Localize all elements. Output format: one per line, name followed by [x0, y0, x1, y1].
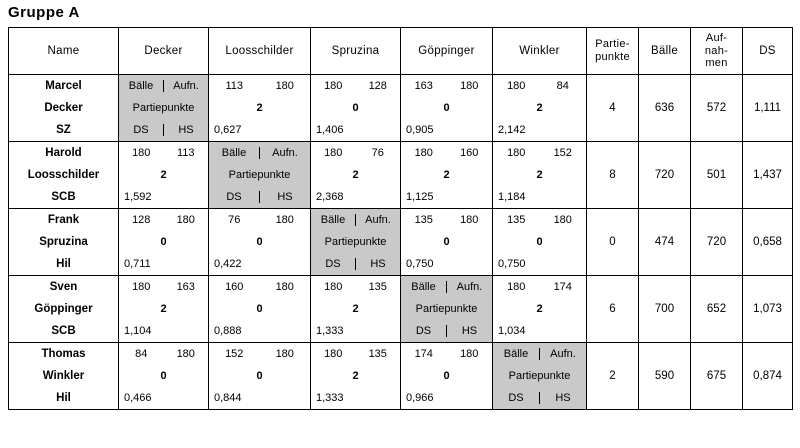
match-cell-ds — [209, 387, 311, 410]
match-cell-ds — [209, 253, 311, 276]
cell-baelle: 135 — [414, 214, 433, 226]
match-cell-partiepunkte — [401, 365, 493, 387]
total-partiepunkte: 4 — [587, 75, 639, 142]
cell-aufnahmen: 180 — [553, 214, 572, 226]
total-aufnahmen: 675 — [691, 343, 743, 410]
cell-ds-value: 0,750 — [406, 258, 434, 270]
match-cell-baelle-aufn — [119, 142, 209, 165]
cell-ds-value: 1,104 — [124, 325, 152, 337]
match-cell-partiepunkte — [209, 298, 311, 320]
cell-ds-value: 1,034 — [498, 325, 526, 337]
header-partiepunkte — [587, 28, 639, 75]
header-partiepunkte-line1: Partie- — [595, 38, 630, 51]
player-lastname: Loosschilder — [9, 164, 119, 186]
table-row — [9, 75, 793, 98]
match-cell-ds — [209, 119, 311, 142]
cell-baelle: 180 — [507, 281, 526, 293]
match-cell-baelle-aufn — [401, 209, 493, 232]
match-cell-partiepunkte — [119, 164, 209, 186]
match-cell-baelle-aufn — [119, 75, 209, 98]
header-aufnahmen-line3: men — [705, 57, 728, 70]
cell-baelle: 180 — [132, 281, 151, 293]
cell-ds-value: 0,750 — [498, 258, 526, 270]
header-opponent-3: Spruzina — [311, 28, 401, 75]
cell-ds-value: 0,711 — [124, 258, 151, 270]
self-label-aufn: Aufn. — [163, 80, 208, 92]
match-cell-baelle-aufn — [493, 75, 587, 98]
match-cell-ds — [493, 387, 587, 410]
match-cell-ds — [209, 186, 311, 209]
match-cell-partiepunkte — [311, 365, 401, 387]
cell-aufnahmen: 135 — [368, 281, 387, 293]
match-cell-partiepunkte — [493, 298, 587, 320]
total-ds: 1,073 — [743, 276, 793, 343]
match-cell-ds — [311, 320, 401, 343]
match-cell-ds — [119, 320, 209, 343]
cell-partiepunkte: 2 — [352, 303, 359, 315]
cell-baelle: 174 — [414, 348, 433, 360]
header-aufnahmen-line2: nah- — [704, 44, 729, 57]
self-label-partiepunkte: Partiepunkte — [324, 236, 387, 248]
match-cell-partiepunkte — [493, 365, 587, 387]
player-club: SCB — [9, 320, 119, 343]
player-club: Hil — [9, 253, 119, 276]
cell-ds-value: 0,966 — [406, 392, 434, 404]
cell-baelle: 128 — [132, 214, 151, 226]
cell-partiepunkte: 0 — [160, 236, 167, 248]
cell-partiepunkte: 0 — [352, 102, 359, 114]
player-lastname: Winkler — [9, 365, 119, 387]
cell-baelle: 135 — [507, 214, 526, 226]
cell-baelle: 180 — [324, 348, 343, 360]
cell-partiepunkte: 0 — [256, 370, 263, 382]
header-name: Name — [9, 28, 119, 75]
cell-partiepunkte: 2 — [352, 169, 359, 181]
cell-baelle: 180 — [507, 147, 526, 159]
table-row — [9, 209, 793, 232]
self-label-baelle: Bälle — [221, 147, 247, 159]
total-ds: 1,111 — [743, 75, 793, 142]
match-cell-ds — [119, 387, 209, 410]
cell-ds-value: 1,406 — [316, 124, 344, 136]
cell-ds-value: 0,627 — [214, 124, 242, 136]
header-opponent-4: Göppinger — [401, 28, 493, 75]
cell-partiepunkte: 2 — [443, 169, 450, 181]
cell-partiepunkte: 0 — [256, 303, 263, 315]
cell-partiepunkte: 0 — [443, 102, 450, 114]
table-header-row — [9, 28, 793, 75]
cell-ds-value: 0,844 — [214, 392, 242, 404]
match-cell-ds — [493, 119, 587, 142]
match-cell-baelle-aufn — [493, 142, 587, 165]
match-cell-partiepunkte — [119, 365, 209, 387]
total-baelle: 590 — [639, 343, 691, 410]
total-partiepunkte: 0 — [587, 209, 639, 276]
cell-aufnahmen: 180 — [275, 281, 294, 293]
player-firstname: Harold — [9, 142, 119, 165]
match-cell-ds — [401, 119, 493, 142]
player-firstname: Frank — [9, 209, 119, 232]
match-cell-partiepunkte — [401, 298, 493, 320]
cell-baelle: 160 — [225, 281, 244, 293]
match-cell-ds — [493, 320, 587, 343]
cell-baelle: 180 — [414, 147, 433, 159]
total-aufnahmen: 652 — [691, 276, 743, 343]
cell-ds-value: 1,125 — [406, 191, 434, 203]
match-cell-ds — [119, 119, 209, 142]
match-cell-baelle-aufn — [311, 142, 401, 165]
match-cell-partiepunkte — [209, 164, 311, 186]
self-label-partiepunkte: Partiepunkte — [132, 102, 195, 114]
match-cell-baelle-aufn — [209, 343, 311, 366]
match-cell-partiepunkte — [493, 231, 587, 253]
match-cell-baelle-aufn — [311, 209, 401, 232]
cell-aufnahmen: 180 — [275, 348, 294, 360]
match-cell-partiepunkte — [401, 97, 493, 119]
total-baelle: 474 — [639, 209, 691, 276]
match-cell-partiepunkte — [311, 164, 401, 186]
cell-partiepunkte: 2 — [352, 370, 359, 382]
total-baelle: 636 — [639, 75, 691, 142]
self-label-aufn: Aufn. — [259, 147, 310, 159]
self-label-ds: DS — [508, 392, 524, 404]
total-ds: 0,658 — [743, 209, 793, 276]
cell-aufnahmen: 180 — [176, 348, 195, 360]
player-club: SCB — [9, 186, 119, 209]
match-cell-partiepunkte — [311, 231, 401, 253]
match-cell-partiepunkte — [209, 97, 311, 119]
total-partiepunkte: 8 — [587, 142, 639, 209]
match-cell-baelle-aufn — [119, 276, 209, 299]
player-club: Hil — [9, 387, 119, 410]
match-cell-ds — [401, 387, 493, 410]
match-cell-partiepunkte — [119, 298, 209, 320]
self-label-aufn: Aufn. — [355, 214, 400, 226]
match-cell-baelle-aufn — [209, 75, 311, 98]
cell-partiepunkte: 0 — [160, 370, 167, 382]
self-label-partiepunkte: Partiepunkte — [415, 303, 478, 315]
cell-ds-value: 0,905 — [406, 124, 434, 136]
match-cell-baelle-aufn — [119, 343, 209, 366]
match-cell-partiepunkte — [209, 365, 311, 387]
cell-aufnahmen: 174 — [553, 281, 572, 293]
self-label-partiepunkte: Partiepunkte — [228, 169, 291, 181]
player-lastname: Decker — [9, 97, 119, 119]
cell-aufnahmen: 84 — [556, 80, 569, 92]
cell-aufnahmen: 180 — [275, 80, 294, 92]
table-row — [9, 343, 793, 366]
self-label-hs: HS — [539, 392, 586, 404]
self-label-baelle: Bälle — [128, 80, 154, 92]
player-firstname: Marcel — [9, 75, 119, 98]
cell-aufnahmen: 180 — [460, 80, 479, 92]
self-label-hs: HS — [355, 258, 400, 270]
match-cell-partiepunkte — [401, 164, 493, 186]
match-cell-partiepunkte — [311, 298, 401, 320]
match-cell-baelle-aufn — [401, 75, 493, 98]
page-title: Gruppe A — [8, 4, 80, 21]
cell-baelle: 180 — [132, 147, 151, 159]
cell-ds-value: 0,422 — [214, 258, 242, 270]
player-lastname: Göppinger — [9, 298, 119, 320]
self-label-aufn: Aufn. — [446, 281, 492, 293]
cell-aufnahmen: 180 — [176, 214, 195, 226]
cell-baelle: 180 — [324, 80, 343, 92]
total-partiepunkte: 6 — [587, 276, 639, 343]
cell-aufnahmen: 180 — [460, 348, 479, 360]
cell-partiepunkte: 0 — [536, 236, 543, 248]
match-cell-baelle-aufn — [493, 276, 587, 299]
cell-baelle: 113 — [225, 80, 244, 92]
cell-baelle: 152 — [225, 348, 244, 360]
match-cell-baelle-aufn — [311, 75, 401, 98]
table-row — [9, 142, 793, 165]
match-cell-ds — [311, 186, 401, 209]
match-cell-ds — [119, 186, 209, 209]
header-partiepunkte-line2: punkte — [595, 51, 630, 63]
header-opponent-2: Loosschilder — [209, 28, 311, 75]
standings-table — [8, 27, 793, 410]
match-cell-partiepunkte — [493, 164, 587, 186]
cell-ds-value: 1,184 — [498, 191, 526, 203]
self-label-baelle: Bälle — [411, 281, 436, 293]
cell-ds-value: 1,333 — [316, 392, 344, 404]
cell-ds-value: 1,333 — [316, 325, 344, 337]
match-cell-baelle-aufn — [311, 343, 401, 366]
cell-partiepunkte: 2 — [256, 102, 263, 114]
self-label-partiepunkte: Partiepunkte — [508, 370, 571, 382]
match-cell-ds — [401, 253, 493, 276]
cell-partiepunkte: 0 — [443, 370, 450, 382]
cell-baelle: 84 — [135, 348, 148, 360]
total-partiepunkte: 2 — [587, 343, 639, 410]
header-opponent-1: Decker — [119, 28, 209, 75]
match-cell-baelle-aufn — [209, 276, 311, 299]
cell-ds-value: 1,592 — [124, 191, 152, 203]
cell-ds-value: 2,368 — [316, 191, 344, 203]
table-row — [9, 276, 793, 299]
cell-baelle: 180 — [324, 281, 343, 293]
total-ds: 0,874 — [743, 343, 793, 410]
match-cell-partiepunkte — [401, 231, 493, 253]
match-cell-ds — [401, 320, 493, 343]
cell-aufnahmen: 76 — [371, 147, 384, 159]
header-aufnahmen — [691, 28, 743, 75]
match-cell-ds — [119, 253, 209, 276]
total-baelle: 720 — [639, 142, 691, 209]
cell-aufnahmen: 180 — [275, 214, 294, 226]
self-label-hs: HS — [446, 325, 492, 337]
total-baelle: 700 — [639, 276, 691, 343]
match-cell-baelle-aufn — [311, 276, 401, 299]
self-label-ds: DS — [325, 258, 341, 270]
player-firstname: Sven — [9, 276, 119, 299]
header-ds: DS — [743, 28, 793, 75]
cell-aufnahmen: 180 — [460, 214, 479, 226]
total-aufnahmen: 572 — [691, 75, 743, 142]
match-cell-baelle-aufn — [119, 209, 209, 232]
match-cell-baelle-aufn — [493, 343, 587, 366]
cell-baelle: 180 — [324, 147, 343, 159]
cell-partiepunkte: 2 — [160, 169, 167, 181]
self-label-ds: DS — [415, 325, 432, 337]
match-cell-partiepunkte — [119, 97, 209, 119]
cell-partiepunkte: 2 — [160, 303, 167, 315]
cell-ds-value: 2,142 — [498, 124, 526, 136]
match-cell-baelle-aufn — [401, 142, 493, 165]
cell-baelle: 180 — [507, 80, 526, 92]
cell-aufnahmen: 163 — [176, 281, 195, 293]
match-cell-baelle-aufn — [493, 209, 587, 232]
cell-ds-value: 0,888 — [214, 325, 242, 337]
match-cell-baelle-aufn — [209, 142, 311, 165]
self-label-hs: HS — [259, 191, 310, 203]
match-cell-partiepunkte — [119, 231, 209, 253]
match-cell-ds — [311, 119, 401, 142]
match-cell-ds — [311, 253, 401, 276]
match-cell-baelle-aufn — [401, 276, 493, 299]
cell-baelle: 76 — [228, 214, 241, 226]
match-cell-ds — [209, 320, 311, 343]
player-lastname: Spruzina — [9, 231, 119, 253]
total-aufnahmen: 501 — [691, 142, 743, 209]
cell-partiepunkte: 2 — [536, 102, 543, 114]
match-cell-ds — [311, 387, 401, 410]
player-firstname: Thomas — [9, 343, 119, 366]
match-cell-partiepunkte — [209, 231, 311, 253]
match-cell-baelle-aufn — [209, 209, 311, 232]
cell-ds-value: 0,466 — [124, 392, 152, 404]
cell-aufnahmen: 128 — [368, 80, 387, 92]
self-label-hs: HS — [163, 124, 208, 136]
cell-partiepunkte: 2 — [536, 303, 543, 315]
cell-aufnahmen: 135 — [368, 348, 387, 360]
header-aufnahmen-line1: Auf- — [705, 32, 728, 45]
self-label-aufn: Aufn. — [539, 348, 586, 360]
self-label-baelle: Bälle — [320, 214, 346, 226]
cell-baelle: 163 — [414, 80, 433, 92]
match-cell-ds — [493, 186, 587, 209]
player-club: SZ — [9, 119, 119, 142]
self-label-baelle: Bälle — [503, 348, 529, 360]
cell-partiepunkte: 0 — [256, 236, 263, 248]
match-cell-ds — [493, 253, 587, 276]
match-cell-partiepunkte — [493, 97, 587, 119]
total-ds: 1,437 — [743, 142, 793, 209]
cell-partiepunkte: 0 — [443, 236, 450, 248]
self-label-ds: DS — [226, 191, 242, 203]
cell-aufnahmen: 152 — [553, 147, 572, 159]
total-aufnahmen: 720 — [691, 209, 743, 276]
cell-aufnahmen: 113 — [176, 147, 195, 159]
cell-aufnahmen: 160 — [460, 147, 479, 159]
match-cell-ds — [401, 186, 493, 209]
header-baelle: Bälle — [639, 28, 691, 75]
header-opponent-5: Winkler — [493, 28, 587, 75]
self-label-ds: DS — [133, 124, 149, 136]
match-cell-partiepunkte — [311, 97, 401, 119]
cell-partiepunkte: 2 — [536, 169, 543, 181]
match-cell-baelle-aufn — [401, 343, 493, 366]
